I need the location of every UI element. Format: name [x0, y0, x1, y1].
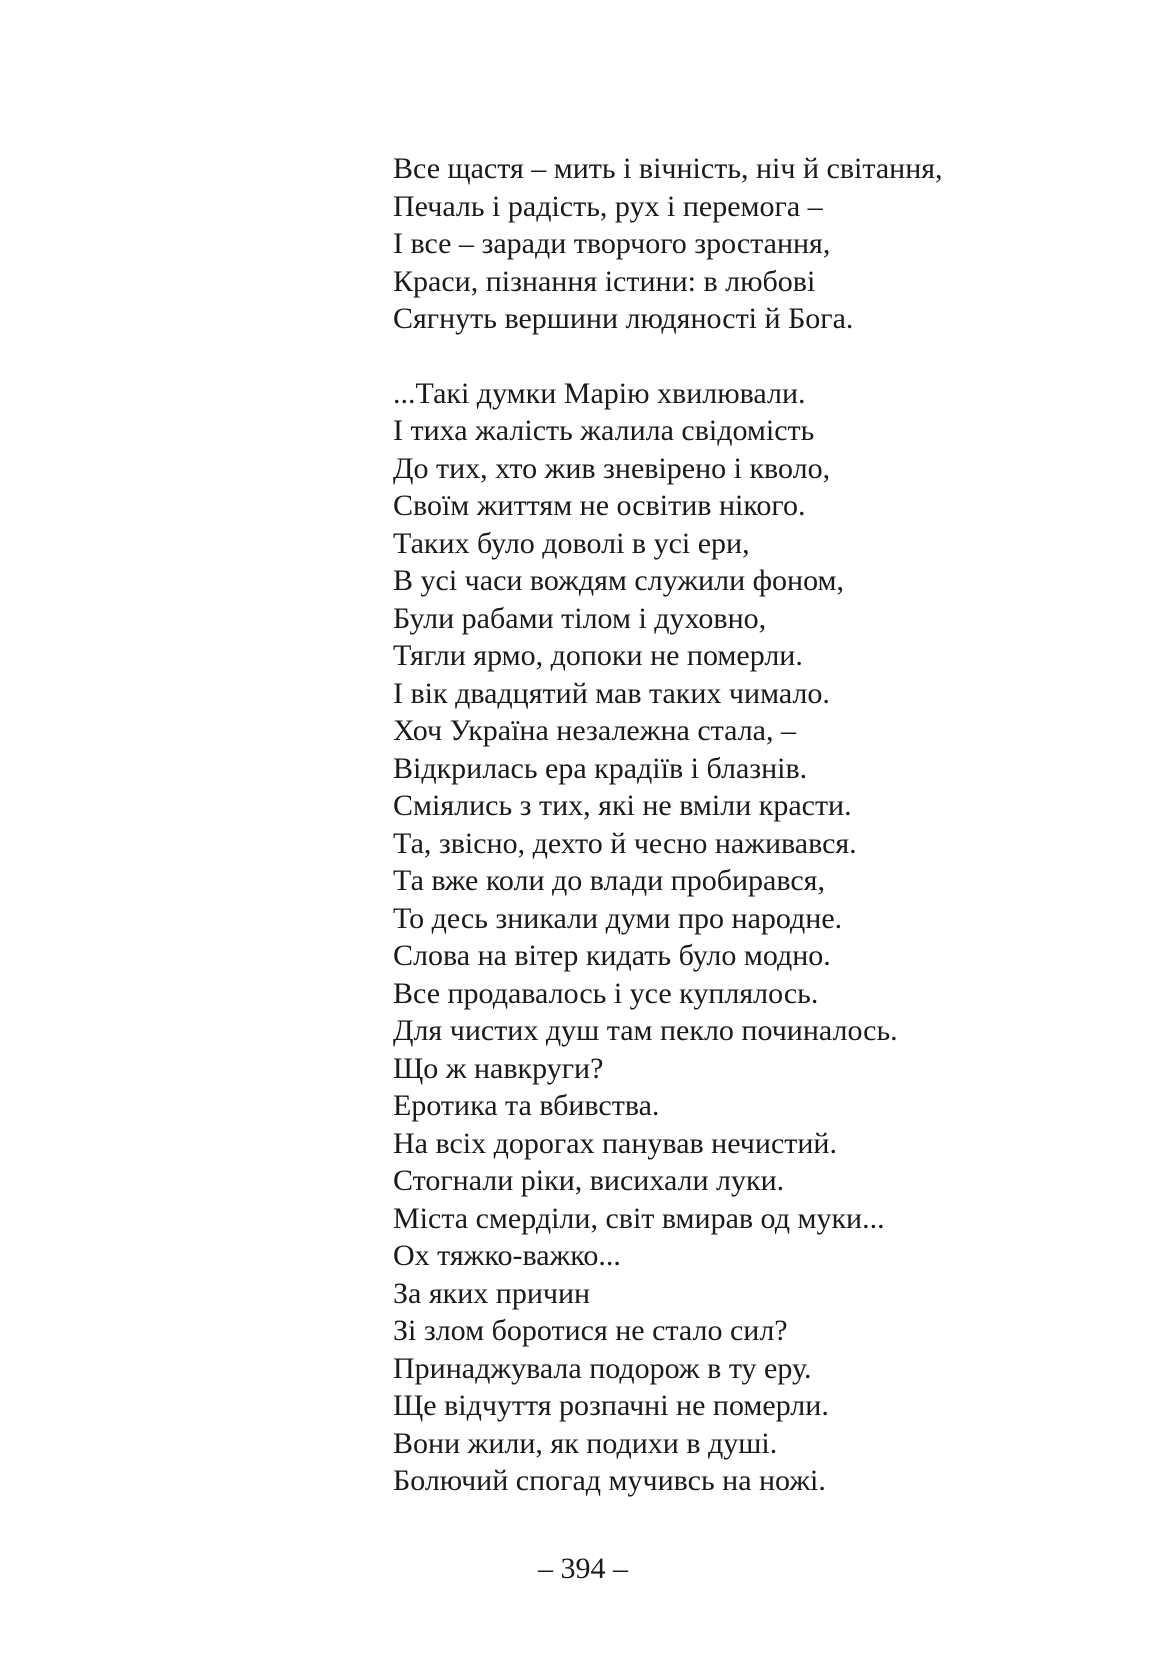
poem-line: ...Такі думки Марію хвилювали. [393, 376, 806, 410]
poem-line: До тих, хто жив зневірено і кволо, [393, 451, 831, 485]
poem-line: Для чистих душ там пекло починалось. [393, 1014, 898, 1047]
poem-line: І тиха жалість жалила свідомість [393, 414, 815, 447]
poem-line: Хоч Україна незалежна стала, – [393, 714, 796, 747]
poem-line: Своїм життям не освітив нікого. [393, 489, 806, 522]
poem-line: Тягли ярмо, допоки не померли. [393, 639, 803, 672]
poem-line: Міста смерділи, світ вмирав од муки... [393, 1201, 885, 1235]
poem-line: Ох тяжко-важко... [393, 1239, 621, 1272]
stanza-2 [393, 375, 1093, 1500]
poem-text [393, 150, 1093, 1500]
poem-line: Краси, пізнання істини: в любові [393, 264, 816, 298]
poem-line: Та вже коли до влади пробирався, [393, 864, 825, 897]
poem-line: Ще відчуття розпачні не померли. [393, 1389, 829, 1422]
poem-line: Сягнуть вершини людяності й Бога. [393, 302, 854, 335]
poem-line: І вік двадцятий мав таких чимало. [393, 676, 830, 710]
poem-line: Еротика та вбивства. [393, 1089, 660, 1122]
poem-line: І все – заради творчого зростання, [393, 227, 831, 260]
poem-line: Стогнали ріки, висихали луки. [393, 1164, 785, 1197]
stanza-1 [393, 150, 1093, 338]
poem-line: Сміялись з тих, які не вміли красти. [393, 789, 852, 822]
poem-line: В усі часи вождям служили фоном, [393, 564, 845, 597]
poem-line: Зі злом боротися не стало сил? [393, 1314, 788, 1347]
poem-line: Таких було доволі в усі ери, [393, 526, 750, 560]
poem-line: Печаль і радість, рух і перемога – [393, 189, 823, 223]
poem-line: Та, звісно, дехто й чесно наживався. [393, 826, 857, 860]
poem-line: Принаджувала подорож в ту еру. [393, 1351, 812, 1385]
poem-line: За яких причин [393, 1276, 591, 1310]
poem-line: Все продавалось і усе куплялось. [393, 976, 819, 1010]
poem-line: Вони жили, як подихи в душі. [393, 1426, 778, 1460]
page-number: – 394 – [538, 1552, 628, 1585]
poem-line: Були рабами тілом і духовно, [393, 601, 767, 635]
poem-line: То десь зникали думи про народне. [393, 901, 843, 935]
poem-line: Все щастя – мить і вічність, ніч й світання, [393, 152, 943, 185]
poem-line: На всіх дорогах панував нечистий. [393, 1126, 837, 1160]
poem-line: Болючий спогад мучивсь на ножі. [393, 1464, 826, 1497]
poem-line: Що ж навкруги? [393, 1051, 604, 1085]
poem-line: Слова на вітер кидать було модно. [393, 939, 831, 972]
poem-line: Відкрилась ера крадіїв і блазнів. [393, 751, 808, 785]
